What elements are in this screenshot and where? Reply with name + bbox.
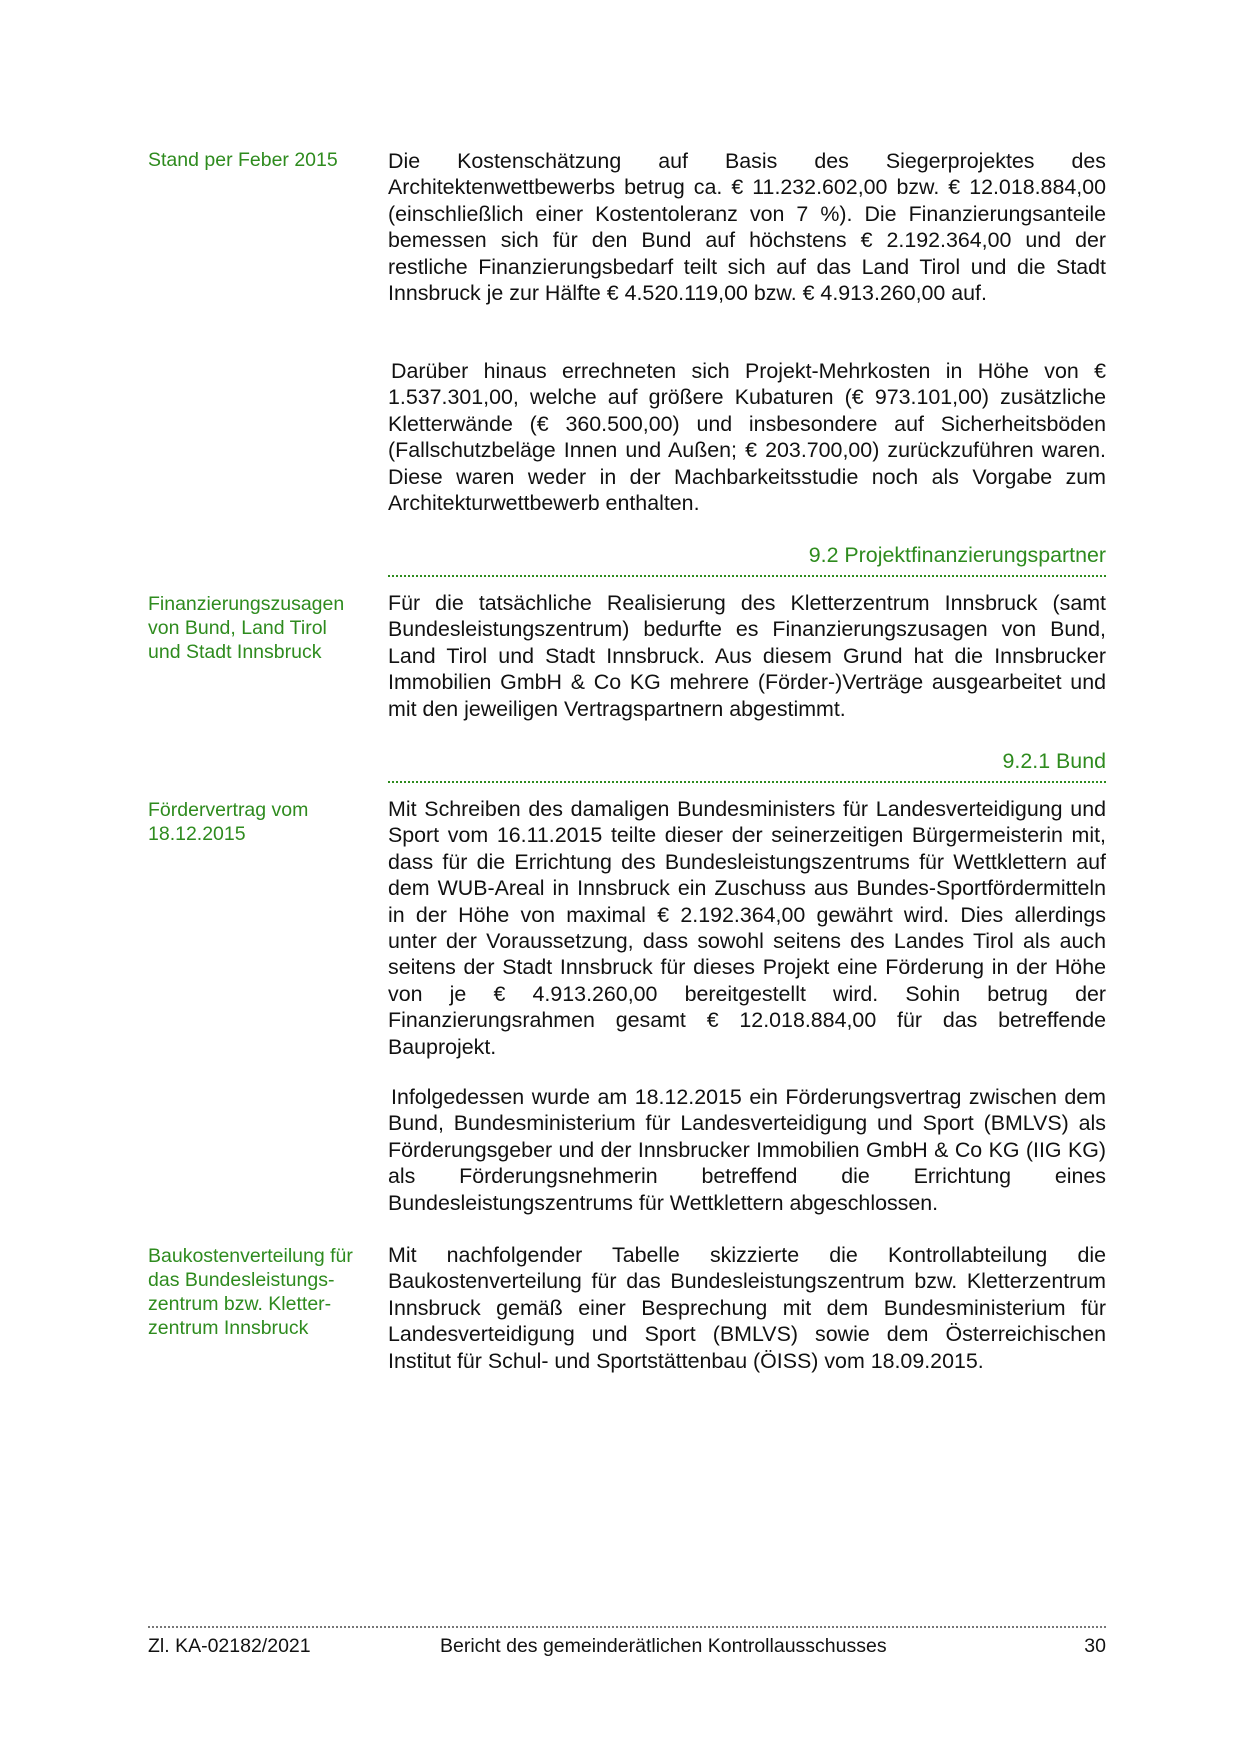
paragraph-foerderungsvertrag	[388, 1084, 1106, 1216]
sidenote-line: Baukostenverteilung für	[148, 1245, 353, 1267]
paragraph-tabelle-hinweis	[388, 1242, 1106, 1374]
sidenote-line: zentrum bzw. Kletter-	[148, 1293, 332, 1315]
paragraph-text: Darüber hinaus errechneten sich Projekt-Mehrkosten in Höhe von € 1.537.301,00, welche auf größere Kubaturen (€ 973.101,00) zusätzliche Kletterwände (€ 360.500,00) und insbesondere auf Sicherheitsböden (Fallschutzbeläge Innen und Außen; € 203.700,00) zurückzuführen waren. Diese waren weder in der Machbarkeitsstudie noch als Vorgabe zum Architekturwettbewerb enthalten.	[388, 359, 1106, 516]
sidenote-line: das Bundesleistungs-	[148, 1269, 335, 1291]
paragraph-realisierung	[388, 590, 1106, 722]
footer-divider	[148, 1626, 1106, 1628]
sidenote-line: Fördervertrag vom	[148, 799, 309, 821]
sidenote-finanzierungszusagen	[148, 592, 373, 664]
paragraph-text: Die Kostenschätzung auf Basis des Siegerprojektes des Architektenwettbewerbs betrug ca. € 11.232.602,00 bzw. € 12.018.884,00 (einschließlich einer Kostentoleranz von 7 %). Die Finanzierungsanteile bemessen sich für den Bund auf höchstens € 2.192.364,00 und der restliche Finanzierungsbedarf teilt sich auf das Land Tirol und die Stadt Innsbruck je zur Hälfte € 4.520.119,00 bzw. € 4.913.260,00 auf.	[388, 149, 1106, 306]
sidenote-line: und Stadt Innsbruck	[148, 641, 322, 663]
paragraph-bundesminister	[388, 796, 1106, 1060]
paragraph-kostenschaetzung	[388, 148, 1106, 306]
sidenote-line: 18.12.2015	[148, 823, 246, 845]
section-heading-9-2-1	[388, 748, 1106, 783]
paragraph-text: Für die tatsächliche Realisierung des Kletterzentrum Innsbruck (samt Bundesleistungszentrum) bedurfte es Finanzierungszusagen von Bund, Land Tirol und Stadt Innsbruck. Aus diesem Grund hat die Innsbrucker Immobilien GmbH & Co KG mehrere (Förder-)Verträge ausgearbeitet und mit den jeweiligen Vertragspartnern abgestimmt.	[388, 591, 1106, 721]
section-heading-9-2	[388, 542, 1106, 577]
footer-title: Bericht des gemeinderätlichen Kontrollausschusses	[440, 1635, 887, 1657]
section-heading-text: 9.2 Projektfinanzierungspartner	[808, 543, 1106, 567]
sidenote-stand	[148, 148, 373, 172]
section-heading-text: 9.2.1 Bund	[1002, 749, 1106, 773]
sidenote-line: Stand per Feber 2015	[148, 149, 338, 171]
paragraph-text: Infolgedessen wurde am 18.12.2015 ein Förderungsvertrag zwischen dem Bund, Bundesministerium für Landesverteidigung und Sport (BMLVS) als Förderungsgeber und der Innsbrucker Immobilien GmbH & Co KG (IIG KG) als Förderungsnehmerin betreffend die Errichtung eines Bundesleistungszentrums für Wettklettern abgeschlossen.	[388, 1085, 1106, 1215]
page-number: 30	[1084, 1635, 1106, 1657]
sidenote-line: Finanzierungszusagen	[148, 593, 345, 615]
sidenote-line: von Bund, Land Tirol	[148, 617, 327, 639]
paragraph-text: Mit nachfolgender Tabelle skizzierte die Kontrollabteilung die Baukostenverteilung für das Bundesleistungszentrum bzw. Kletterzentrum Innsbruck gemäß einer Besprechung mit dem Bundesministerium für Landesverteidigung und Sport (BMLVS) sowie dem Österreichischen Institut für Schul- und Sportstättenbau (ÖISS) vom 18.09.2015.	[388, 1243, 1106, 1373]
footer-reference: Zl. KA-02182/2021	[148, 1635, 311, 1657]
sidenote-line: zentrum Innsbruck	[148, 1317, 309, 1339]
sidenote-foerdervertrag	[148, 798, 373, 846]
sidenote-baukostenverteilung	[148, 1244, 373, 1340]
paragraph-mehrkosten	[388, 358, 1106, 516]
paragraph-text: Mit Schreiben des damaligen Bundesministers für Landesverteidigung und Sport vom 16.11.2015 teilte dieser der seinerzeitigen Bürgermeisterin mit, dass für die Errichtung des Bundesleistungszentrums für Wettklettern auf dem WUB-Areal in Innsbruck ein Zuschuss aus Bundes-Sportfördermitteln in der Höhe von maximal € 2.192.364,00 gewährt wird. Dies allerdings unter der Voraussetzung, dass sowohl seitens des Landes Tirol als auch seitens der Stadt Innsbruck für dieses Projekt eine Förderung in der Höhe von je € 4.913.260,00 bereitgestellt wird. Sohin betrug der Finanzierungsrahmen gesamt € 12.018.884,00 für das betreffende Bauprojekt.	[388, 797, 1106, 1059]
